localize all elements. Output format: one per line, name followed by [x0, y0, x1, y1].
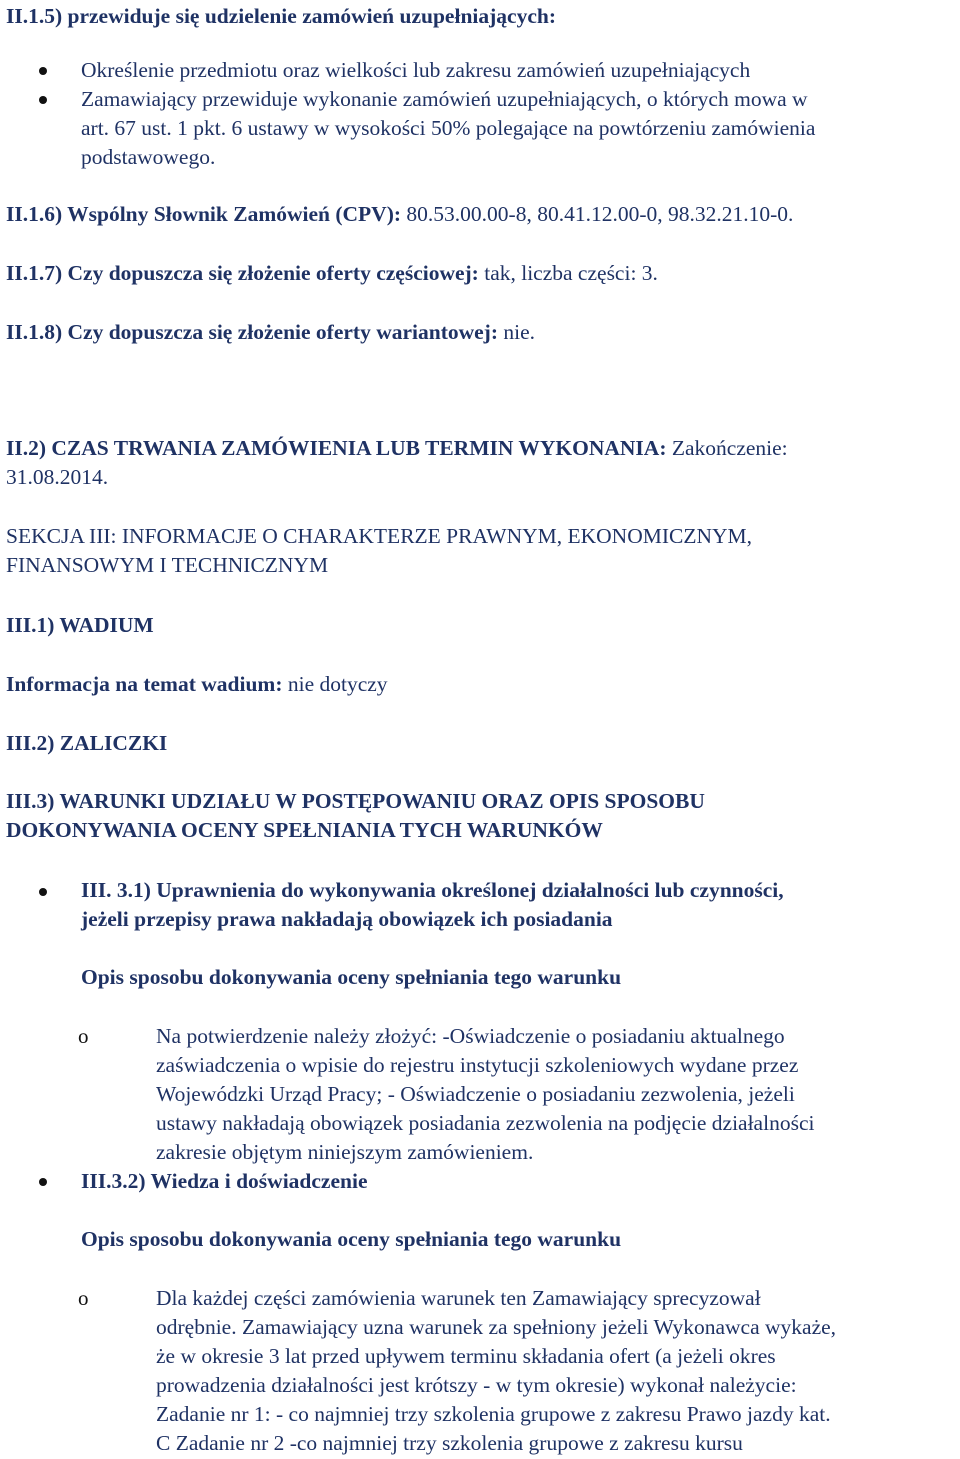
cpv-label: II.1.6) Wspólny Słownik Zamówień (CPV):	[6, 202, 402, 226]
wadium-info-value: nie dotyczy	[282, 672, 388, 696]
condition-text: Dla każdej części zamówienia warunek ten Zamawiający sprecyzował	[156, 1286, 761, 1310]
variant-offer-label: II.1.8) Czy dopuszcza się złożenie oferty wariantowej:	[6, 320, 498, 344]
partial-offer-label: II.1.7) Czy dopuszcza się złożenie oferty częściowej:	[6, 261, 479, 285]
evaluation-subheading: Opis sposobu dokonywania oceny spełniania tego warunku	[81, 965, 622, 989]
condition-title: III.3.2) Wiedza i doświadczenie	[81, 1169, 368, 1193]
wadium-heading: III.1) WADIUM	[6, 613, 154, 637]
cpv-line	[6, 200, 793, 230]
variant-offer-value: nie.	[498, 320, 536, 344]
duration-date: 31.08.2014.	[6, 465, 109, 489]
condition-text: prowadzenia działalności jest krótszy - w tym okresie) wykonał należycie:	[156, 1373, 797, 1397]
bullet-item-text: art. 67 ust. 1 pkt. 6 ustawy w wysokości 50% polegające na powtórzeniu zamówienia	[81, 116, 816, 140]
circle-bullet-icon: o	[78, 1286, 89, 1310]
evaluation-subheading: Opis sposobu dokonywania oceny spełniania tego warunku	[81, 1227, 622, 1251]
warunki-heading: III.3) WARUNKI UDZIAŁU W POSTĘPOWANIU ORAZ OPIS SPOSOBU	[6, 789, 705, 813]
variant-offer-line	[6, 318, 535, 348]
condition-text: ustawy nakładają obowiązek posiadania zezwolenia na podjęcie działalności	[156, 1111, 815, 1135]
bullet-icon	[39, 67, 47, 75]
condition-text: Zadanie nr 1: - co najmniej trzy szkolenia grupowe z zakresu Prawo jazdy kat.	[156, 1402, 831, 1426]
zaliczki-heading: III.2) ZALICZKI	[6, 731, 168, 755]
condition-title: jeżeli przepisy prawa nakładają obowiązek ich posiadania	[81, 907, 613, 931]
condition-text: C Zadanie nr 2 -co najmniej trzy szkolenia grupowe z zakresu kursu	[156, 1431, 743, 1455]
bullet-icon	[39, 1178, 47, 1186]
circle-bullet-icon: o	[78, 1024, 89, 1048]
partial-offer-line	[6, 259, 658, 289]
condition-text: zakresie objętym niniejszym zamówieniem.	[156, 1140, 534, 1164]
bullet-item-text: podstawowego.	[81, 145, 216, 169]
section-iii-heading: SEKCJA III: INFORMACJE O CHARAKTERZE PRAWNYM, EKONOMICZNYM,	[6, 524, 753, 548]
duration-line	[6, 434, 788, 464]
warunki-heading: DOKONYWANIA OCENY SPEŁNIANIA TYCH WARUNKÓW	[6, 818, 603, 842]
duration-value: Zakończenie:	[666, 436, 788, 460]
condition-title: III. 3.1) Uprawnienia do wykonywania określonej działalności lub czynności,	[81, 878, 784, 902]
condition-text: Wojewódzki Urząd Pracy; - Oświadczenie o posiadaniu zezwolenia, jeżeli	[156, 1082, 795, 1106]
cpv-value: 80.53.00.00-8, 80.41.12.00-0, 98.32.21.10-0.	[401, 202, 794, 226]
wadium-info-label: Informacja na temat wadium:	[6, 672, 283, 696]
section-iii-heading: FINANSOWYM I TECHNICZNYM	[6, 553, 329, 577]
duration-label: II.2) CZAS TRWANIA ZAMÓWIENIA LUB TERMIN WYKONANIA:	[6, 436, 667, 460]
condition-text: zaświadczenia o wpisie do rejestru instytucji szkoleniowych wydane przez	[156, 1053, 799, 1077]
bullet-icon	[39, 96, 47, 104]
bullet-item-text: Zamawiający przewiduje wykonanie zamówień uzupełniających, o których mowa w	[81, 87, 808, 111]
wadium-info-line	[6, 670, 388, 700]
bullet-icon	[39, 888, 47, 896]
condition-text: że w okresie 3 lat przed upływem terminu składania ofert (a jeżeli okres	[156, 1344, 776, 1368]
section-heading-ii-1-5: II.1.5) przewiduje się udzielenie zamówień uzupełniających:	[6, 4, 556, 28]
condition-text: odrębnie. Zamawiający uzna warunek za spełniony jeżeli Wykonawca wykaże,	[156, 1315, 837, 1339]
partial-offer-value: tak, liczba części: 3.	[478, 261, 658, 285]
condition-text: Na potwierdzenie należy złożyć: -Oświadczenie o posiadaniu aktualnego	[156, 1024, 785, 1048]
bullet-item-text: Określenie przedmiotu oraz wielkości lub zakresu zamówień uzupełniających	[81, 58, 751, 82]
